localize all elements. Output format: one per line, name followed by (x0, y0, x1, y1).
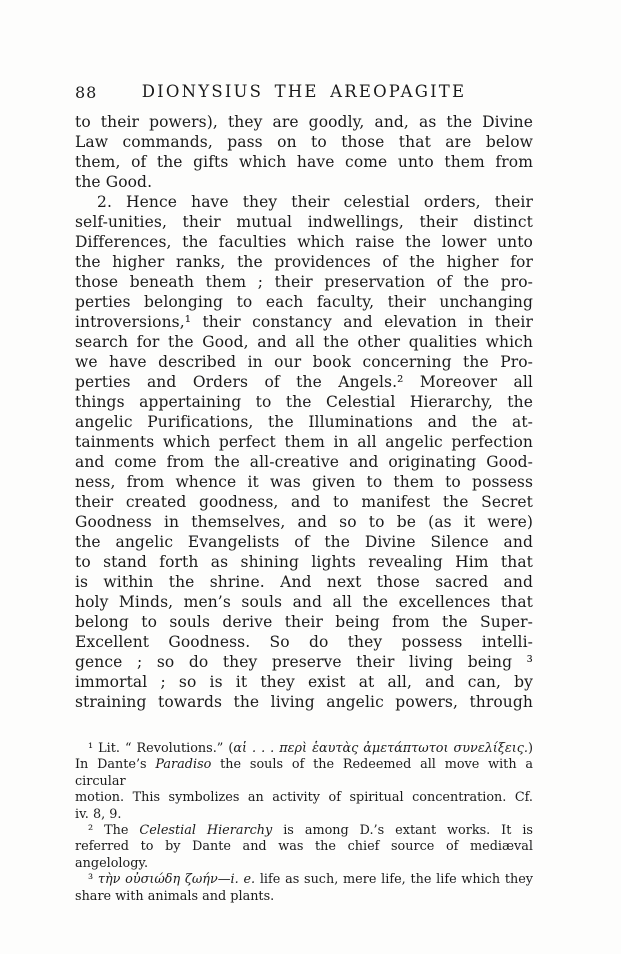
text-line: straining towards the living angelic powers, through (75, 693, 533, 711)
text-line: things appertaining to the Celestial Hierarchy, the (75, 393, 533, 411)
text-line: ness, from whence it was given to them to possess (75, 473, 533, 491)
text-line: immortal ; so is it they exist at all, and can, by (75, 673, 533, 691)
text-line: perties belonging to each faculty, their unchanging (75, 293, 533, 311)
text-line: In Dante’s Paradiso the souls of the Redeemed all move with a circular (75, 757, 533, 789)
text-line: to their powers), they are goodly, and, as the Divine (75, 113, 533, 131)
page-header (75, 82, 533, 104)
text-line: their created goodness, and to manifest the Secret (75, 493, 533, 511)
text-line: search for the Good, and all the other qualities which (75, 333, 533, 351)
page-number: 88 (75, 83, 98, 102)
text-line: Law commands, pass on to those that are below (75, 133, 533, 151)
text-line: iv. 8, 9. (75, 806, 122, 822)
text-line: the higher ranks, the providences of the higher for (75, 253, 533, 271)
footnotes (75, 741, 533, 905)
text-line: the Good. (75, 173, 153, 191)
text-line: ³ τὴν οὐσιώδη ζωήν—i. e. life as such, mere life, the life which they (88, 872, 534, 888)
text-line: those beneath them ; their preservation of the pro- (75, 273, 533, 291)
text-line: self-unities, their mutual indwellings, their distinct (75, 213, 533, 231)
text-line: perties and Orders of the Angels.² Moreover all (75, 373, 533, 391)
text-line: 2. Hence have they their celestial orders, their (97, 193, 533, 211)
text-line: and come from the all-creative and originating Good- (75, 453, 533, 471)
text-line: Differences, the faculties which raise the lower unto (75, 233, 533, 251)
text-line: motion. This symbolizes an activity of spiritual concentration. Cf. (75, 790, 533, 806)
text-line: tainments which perfect them in all angelic perfection (75, 433, 533, 451)
text-line: we have described in our book concerning the Pro- (75, 353, 533, 371)
body-text (75, 112, 533, 712)
text-line: is within the shrine. And next those sacred and (75, 573, 533, 591)
text-line: holy Minds, men’s souls and all the excellences that (75, 593, 533, 611)
text-line: Excellent Goodness. So do they possess intelli- (75, 633, 533, 651)
text-line: referred to by Dante and was the chief source of mediæval angelology. (75, 839, 533, 871)
text-line: share with animals and plants. (75, 888, 275, 904)
text-line: introversions,¹ their constancy and elevation in their (75, 313, 533, 331)
text-line: the angelic Evangelists of the Divine Silence and (75, 533, 533, 551)
text-line: Goodness in themselves, and so to be (as it were) (75, 513, 533, 531)
text-line: gence ; so do they preserve their living being ³ (75, 653, 533, 671)
text-line: angelic Purifications, the Illuminations and the at- (75, 413, 533, 431)
text-line: to stand forth as shining lights revealing Him that (75, 553, 533, 571)
text-line: belong to souls derive their being from the Super- (75, 613, 533, 631)
text-line: them, of the gifts which have come unto them from (75, 153, 533, 171)
running-title: DIONYSIUS THE AREOPAGITE (141, 82, 467, 101)
text-line: ¹ Lit. “ Revolutions.” (αἱ . . . περὶ ἑαυτὰς ἀμετάπτωτοι συνελίξεις.) (88, 741, 533, 756)
text-line: ² The Celestial Hierarchy is among D.’s extant works. It is (88, 823, 533, 839)
